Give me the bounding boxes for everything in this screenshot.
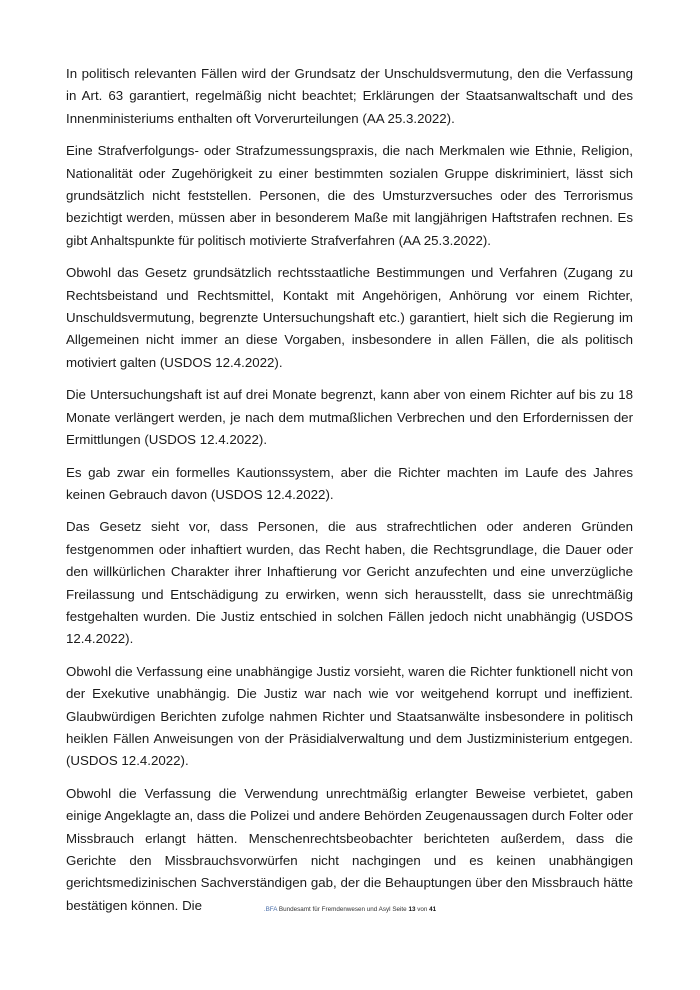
paragraph-rule-of-law-procedures: Obwohl das Gesetz grundsätzlich rechtsstaatliche Bestimmungen und Verfahren (Zugang zu Rechtsbeistand und Rechtsmittel, Kontakt mit Angehörigen, Anhörung vor einem Richter, Unschuldsvermutung, begrenzte Untersuchungshaft etc.) garantiert, hielt sich die Regierung im Allgemeinen nicht immer an diese Vorgaben, insbesondere in allen Fällen, die als politisch motiviert galten (USDOS 12.4.2022).	[66, 265, 633, 370]
paragraph-prosecution-practice: Eine Strafverfolgungs- oder Strafzumessungspraxis, die nach Merkmalen wie Ethnie, Religion, Nationalität oder Zugehörigkeit zu einer bestimmten sozialen Gruppe diskriminiert, lässt sich grundsätzlich nicht feststellen. Personen, die des Umsturzversuches oder des Terrorismus bezichtigt werden, müssen aber in besonderem Maße mit langjährigen Haftstrafen rechnen. Es gibt Anhaltspunkte für politisch motivierte Strafverfahren (AA 25.3.2022).	[66, 143, 633, 248]
page-label: Seite	[392, 906, 407, 913]
page-current: 13	[408, 906, 416, 913]
paragraph-presumption-of-innocence: In politisch relevanten Fällen wird der Grundsatz der Unschuldsvermutung, den die Verfassung in Art. 63 garantiert, regelmäßig nicht beachtet; Erklärungen der Staatsanwaltschaft und des Innenministeriums enthalten oft Vorverurteilungen (AA 25.3.2022).	[66, 66, 633, 126]
document-body	[66, 63, 633, 927]
bfa-logo-text: .BFA	[263, 906, 278, 913]
page-separator: von	[417, 906, 428, 913]
paragraph-pretrial-detention: Die Untersuchungshaft ist auf drei Monate begrenzt, kann aber von einem Richter auf bis zu 18 Monate verlängert werden, je nach dem mutmaßlichen Verbrechen und den Erfordernissen der Ermittlungen (USDOS 12.4.2022).	[66, 387, 633, 448]
paragraph-detention-challenge: Das Gesetz sieht vor, dass Personen, die aus strafrechtlichen oder anderen Gründen festgenommen oder inhaftiert wurden, das Recht haben, die Rechtsgrundlage, die Dauer oder den willkürlichen Charakter ihrer Inhaftierung vor Gericht anzufechten und eine unverzügliche Freilassung und Entschädigung zu erwirken, wenn sich herausstellt, dass sie unrechtmäßig festgehalten wurden. Die Justiz entschied in solchen Fällen jedoch nicht unabhängig (USDOS 12.4.2022).	[66, 519, 633, 647]
paragraph-unlawful-evidence: Obwohl die Verfassung die Verwendung unrechtmäßig erlangter Beweise verbietet, gaben einige Angeklagte an, dass die Polizei und andere Behörden Zeugenaussagen durch Folter oder Missbrauch erlangt hätten. Menschenrechtsbeobachter berichteten außerdem, dass die Gerichte den Missbrauchsvorwürfen nicht nachgingen und es keinen unabhängigen gerichtsmedizinischen Sachverständigen gab, der die Behauptungen über den Missbrauch hätte bestätigen können. Die	[66, 785, 633, 913]
page-total: 41	[429, 906, 437, 913]
page-footer	[0, 906, 700, 913]
paragraph-judicial-independence: Obwohl die Verfassung eine unabhängige Justiz vorsieht, waren die Richter funktionell nicht von der Exekutive unabhängig. Die Justiz war nach wie vor weitgehend korrupt und ineffizient. Glaubwürdigen Berichten zufolge nahmen Richter und Staatsanwälte insbesondere in politisch heiklen Fällen Anweisungen von der Präsidialverwaltung und dem Justizministerium entgegen. (USDOS 12.4.2022).	[66, 663, 633, 769]
paragraph-bail-system: Es gab zwar ein formelles Kautionssystem, aber die Richter machten im Laufe des Jahres keinen Gebrauch davon (USDOS 12.4.2022).	[66, 464, 633, 502]
agency-name: Bundesamt für Fremdenwesen und Asyl	[278, 906, 391, 913]
